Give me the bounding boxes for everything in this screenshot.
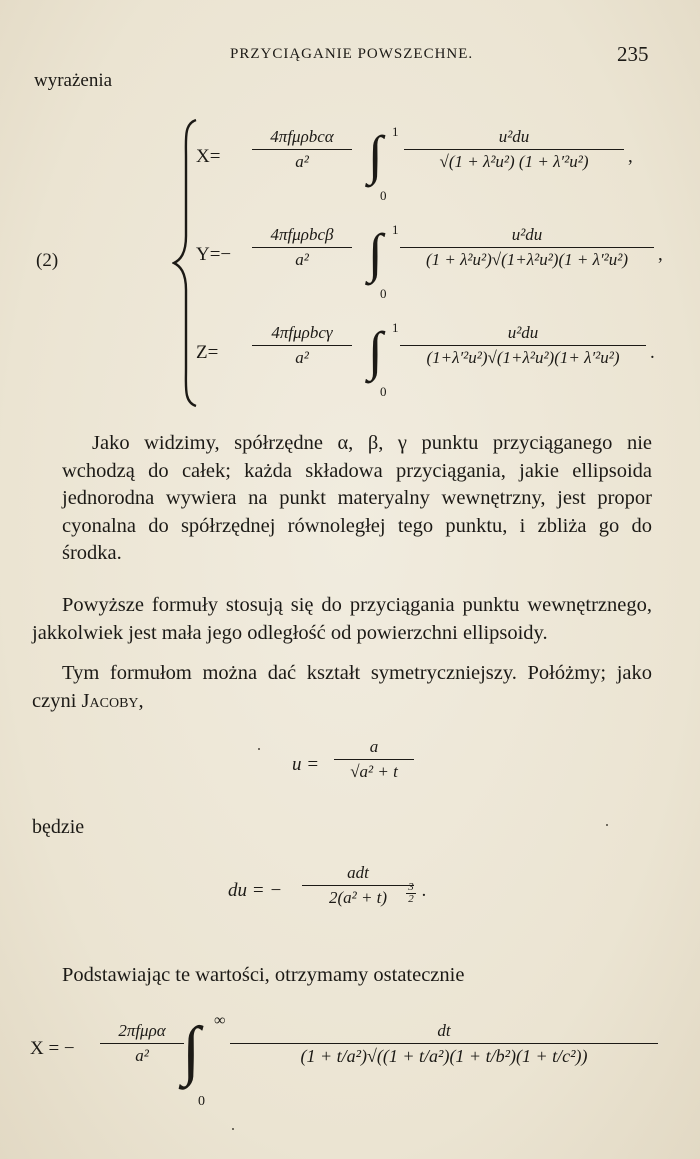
fraction-bar — [400, 345, 646, 346]
integrand-denominator — [230, 1045, 658, 1067]
fraction-bar — [334, 759, 414, 760]
upper-limit: 1 — [392, 222, 399, 237]
row-punctuation: , — [658, 244, 663, 265]
coefficient-fraction — [252, 224, 352, 271]
row-lhs: Y=− — [196, 244, 232, 265]
fraction-bar — [400, 247, 654, 248]
lower-limit: 0 — [198, 1094, 205, 1109]
fraction-bar — [404, 149, 624, 150]
exponent-numerator: 3 — [408, 881, 414, 893]
coef-denominator: a² — [135, 1046, 149, 1065]
du-exponent — [406, 882, 416, 905]
paragraph-formulas-apply: Powyższe formuły stosują się do przyciągania punktu wewnętrznego, jakkolwiek jest mała jego odległość od powierzchni ellipsoidy. — [32, 594, 652, 644]
integrand-fraction — [404, 126, 624, 173]
upper-limit: 1 — [392, 124, 399, 139]
coef-numerator: 4πfμρbcβ — [270, 225, 334, 244]
du-numerator: adt — [347, 863, 369, 882]
formula-final — [30, 1006, 690, 1126]
equation-number: (2) — [36, 250, 59, 271]
lower-limit: 0 — [380, 384, 387, 399]
upper-limit: ∞ — [214, 1012, 226, 1029]
paragraph-substitute: Podstawiając te wartości, otrzymamy ostatecznie — [62, 964, 465, 986]
coef-denominator: a² — [295, 348, 309, 367]
formula-lhs: du = − — [228, 880, 283, 901]
running-head: PRZYCIĄGANIE POWSZECHNE. — [230, 46, 474, 62]
row-lhs: Z= — [196, 342, 219, 363]
integrand-denominator: (1+λ′²u²)√(1+λ²u²)(1+ λ′²u²) — [426, 348, 620, 367]
paragraph-punct: , — [138, 689, 144, 712]
fraction-bar — [252, 149, 352, 150]
coef-numerator: 4πfμρbcα — [270, 127, 334, 146]
equation-row-z — [194, 314, 684, 404]
page-header — [0, 40, 700, 70]
row-lhs: X= — [196, 146, 221, 167]
integrand-denominator: √(1 + λ²u²) (1 + λ′²u²) — [439, 152, 589, 171]
row-punctuation: , — [628, 146, 633, 167]
integral-icon: ∫ — [368, 321, 383, 381]
u-fraction — [334, 736, 414, 783]
paragraph-text: Tym formułom można dać kształt symetryczniejszy. Połóżmy; jako czyni — [32, 662, 652, 712]
equation-system — [24, 118, 684, 408]
u-denominator: √a² + t — [350, 762, 398, 781]
formula-lhs: X = − — [30, 1038, 75, 1059]
integrand-fraction — [400, 322, 646, 369]
paragraph-coordinates: Jako widzimy, spółrzędne α, β, γ punktu przyciąganego nie wchodzą do całek; każda składowa przyciągania, jakie ellipsoida jednorodna wywiera na punkt materyalny wewnętrzny, jest propor cyonalna do spółrzędnej równoległej tego punktu, i zbliża go do środka. — [62, 432, 652, 564]
paper-speck — [258, 748, 260, 750]
integrand-numerator: u²du — [507, 323, 539, 342]
fraction-bar — [230, 1043, 658, 1044]
lower-limit: 0 — [380, 188, 387, 203]
upper-limit: 1 — [392, 320, 399, 335]
fraction-bar — [252, 247, 352, 248]
formula-tail: . — [422, 880, 427, 901]
coef-denominator: a² — [295, 152, 309, 171]
equation-row-y — [194, 216, 684, 306]
lower-limit: 0 — [380, 286, 387, 301]
formula-du — [228, 862, 458, 928]
formula-u — [276, 736, 436, 796]
author-name: Jacoby — [81, 689, 139, 712]
final-coefficient — [100, 1020, 184, 1067]
word-bedzie: będzie — [32, 816, 85, 838]
row-punctuation: . — [650, 342, 655, 363]
paper-speck — [606, 824, 608, 826]
integral-icon: ∫ — [368, 223, 383, 283]
paragraph-symmetric — [32, 660, 652, 715]
du-fraction — [302, 862, 414, 909]
integral-icon: ∫ — [368, 125, 383, 185]
coef-denominator: a² — [295, 250, 309, 269]
page-number: 235 — [617, 42, 649, 66]
final-integrand — [230, 1020, 658, 1067]
exponent-denominator: 2 — [408, 893, 414, 905]
u-numerator: a — [369, 737, 379, 756]
du-denominator: 2(a² + t) — [328, 888, 388, 907]
coefficient-fraction — [252, 126, 352, 173]
denominator-factor: (1 + t/a²) — [300, 1046, 368, 1066]
fraction-bar — [100, 1043, 184, 1044]
integrand-denominator: (1 + λ²u²)√(1+λ²u²)(1 + λ′²u²) — [425, 250, 629, 269]
coefficient-fraction — [252, 322, 352, 369]
integrand-numerator: dt — [437, 1021, 451, 1040]
paper-speck — [232, 1128, 234, 1130]
coef-numerator: 4πfμρbcγ — [271, 323, 333, 342]
integrand-numerator: u²du — [511, 225, 543, 244]
coef-numerator: 2πfμρα — [118, 1021, 166, 1040]
fraction-bar — [252, 345, 352, 346]
integrand-fraction — [400, 224, 654, 271]
formula-lhs: u = — [292, 754, 320, 775]
integral-icon: ∫ — [182, 1014, 201, 1087]
intro-word: wyrażenia — [34, 70, 113, 91]
fraction-bar — [302, 885, 414, 886]
equation-row-x — [194, 118, 684, 208]
integrand-numerator: u²du — [498, 127, 530, 146]
denominator-root: √((1 + t/a²)(1 + t/b²)(1 + t/c²)) — [367, 1046, 588, 1066]
